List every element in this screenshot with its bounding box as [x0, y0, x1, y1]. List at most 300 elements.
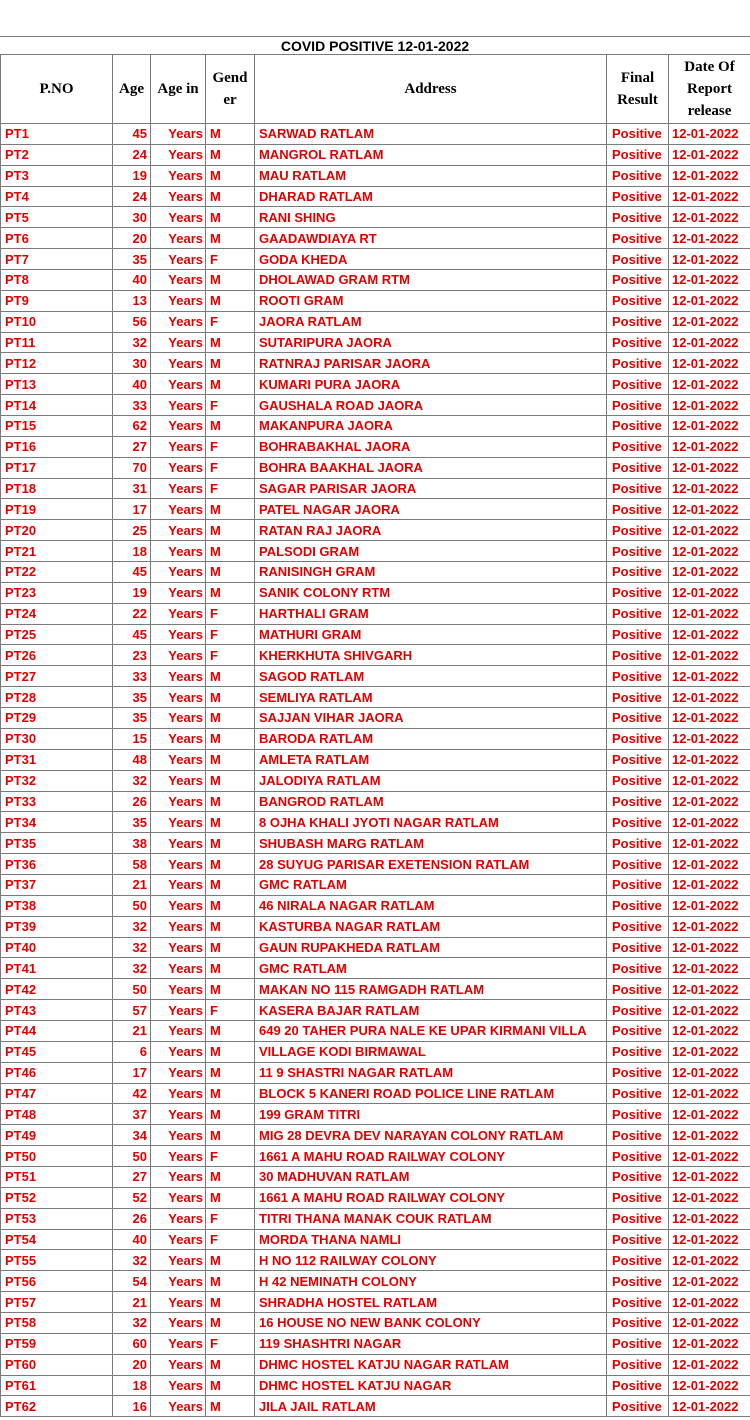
- final-result-cell: Positive: [607, 144, 669, 165]
- address-cell: 8 OJHA KHALI JYOTI NAGAR RATLAM: [255, 812, 607, 833]
- age-cell: 52: [113, 1187, 151, 1208]
- final-result-cell: Positive: [607, 1312, 669, 1333]
- table-row: [1, 1146, 750, 1167]
- age-unit-cell: Years: [151, 1354, 206, 1375]
- gender-cell: M: [206, 1375, 255, 1396]
- table-row: [1, 207, 750, 228]
- final-result-cell: Positive: [607, 249, 669, 270]
- address-cell: H NO 112 RAILWAY COLONY: [255, 1250, 607, 1271]
- age-cell: 70: [113, 457, 151, 478]
- report-date-cell: 12-01-2022: [669, 687, 750, 708]
- gender-cell: M: [206, 416, 255, 437]
- gender-cell: F: [206, 603, 255, 624]
- final-result-cell: Positive: [607, 353, 669, 374]
- table-row: [1, 1229, 750, 1250]
- pno-cell: PT2: [1, 144, 113, 165]
- age-cell: 48: [113, 749, 151, 770]
- age-unit-cell: Years: [151, 562, 206, 583]
- address-cell: H 42 NEMINATH COLONY: [255, 1271, 607, 1292]
- gender-cell: M: [206, 165, 255, 186]
- pno-cell: PT11: [1, 332, 113, 353]
- pno-cell: PT36: [1, 854, 113, 875]
- table-row: [1, 499, 750, 520]
- table-row: [1, 144, 750, 165]
- age-cell: 31: [113, 478, 151, 499]
- final-result-cell: Positive: [607, 1375, 669, 1396]
- pno-cell: PT20: [1, 520, 113, 541]
- pno-cell: PT8: [1, 270, 113, 291]
- age-unit-cell: Years: [151, 1166, 206, 1187]
- table-row: [1, 770, 750, 791]
- address-cell: DHMC HOSTEL KATJU NAGAR: [255, 1375, 607, 1396]
- pno-cell: PT44: [1, 1020, 113, 1041]
- gender-cell: M: [206, 874, 255, 895]
- pno-cell: PT34: [1, 812, 113, 833]
- age-unit-cell: Years: [151, 958, 206, 979]
- table-row: [1, 124, 750, 145]
- age-cell: 62: [113, 416, 151, 437]
- pno-cell: PT9: [1, 290, 113, 311]
- pno-cell: PT49: [1, 1125, 113, 1146]
- table-row: [1, 916, 750, 937]
- pno-cell: PT35: [1, 833, 113, 854]
- address-cell: TITRI THANA MANAK COUK RATLAM: [255, 1208, 607, 1229]
- age-unit-cell: Years: [151, 186, 206, 207]
- age-unit-cell: Years: [151, 624, 206, 645]
- gender-cell: M: [206, 791, 255, 812]
- gender-cell: M: [206, 374, 255, 395]
- final-result-cell: Positive: [607, 395, 669, 416]
- report-date-cell: 12-01-2022: [669, 1354, 750, 1375]
- age-unit-cell: Years: [151, 874, 206, 895]
- final-result-cell: Positive: [607, 1229, 669, 1250]
- age-unit-cell: Years: [151, 416, 206, 437]
- report-date-cell: 12-01-2022: [669, 1333, 750, 1354]
- table-row: [1, 1041, 750, 1062]
- age-cell: 20: [113, 1354, 151, 1375]
- address-cell: JILA JAIL RATLAM: [255, 1396, 607, 1417]
- pno-cell: PT23: [1, 582, 113, 603]
- table-row: [1, 582, 750, 603]
- age-cell: 16: [113, 1396, 151, 1417]
- age-unit-cell: Years: [151, 1271, 206, 1292]
- age-cell: 32: [113, 332, 151, 353]
- report-date-cell: 12-01-2022: [669, 1271, 750, 1292]
- address-cell: SANIK COLONY RTM: [255, 582, 607, 603]
- age-cell: 35: [113, 249, 151, 270]
- gender-cell: F: [206, 478, 255, 499]
- final-result-cell: Positive: [607, 1041, 669, 1062]
- table-row: [1, 457, 750, 478]
- age-cell: 34: [113, 1125, 151, 1146]
- pno-cell: PT32: [1, 770, 113, 791]
- gender-cell: M: [206, 666, 255, 687]
- age-cell: 27: [113, 1166, 151, 1187]
- age-unit-cell: Years: [151, 311, 206, 332]
- age-cell: 26: [113, 791, 151, 812]
- final-result-cell: Positive: [607, 1292, 669, 1313]
- age-cell: 27: [113, 436, 151, 457]
- report-date-cell: 12-01-2022: [669, 1062, 750, 1083]
- gender-cell: F: [206, 457, 255, 478]
- age-unit-cell: Years: [151, 582, 206, 603]
- report-date-cell: 12-01-2022: [669, 228, 750, 249]
- address-cell: 1661 A MAHU ROAD RAILWAY COLONY: [255, 1146, 607, 1167]
- gender-cell: M: [206, 499, 255, 520]
- pno-cell: PT31: [1, 749, 113, 770]
- report-date-cell: 12-01-2022: [669, 1396, 750, 1417]
- gender-cell: M: [206, 290, 255, 311]
- address-cell: 649 20 TAHER PURA NALE KE UPAR KIRMANI VILLA: [255, 1020, 607, 1041]
- pno-cell: PT45: [1, 1041, 113, 1062]
- age-unit-cell: Years: [151, 124, 206, 145]
- sheet-title: COVID POSITIVE 12-01-2022: [0, 36, 750, 55]
- report-date-cell: 12-01-2022: [669, 186, 750, 207]
- address-cell: RATNRAJ PARISAR JAORA: [255, 353, 607, 374]
- age-unit-cell: Years: [151, 374, 206, 395]
- pno-cell: PT33: [1, 791, 113, 812]
- pno-cell: PT19: [1, 499, 113, 520]
- address-cell: MATHURI GRAM: [255, 624, 607, 645]
- table-row: [1, 708, 750, 729]
- gender-cell: M: [206, 916, 255, 937]
- age-cell: 21: [113, 874, 151, 895]
- final-result-cell: Positive: [607, 520, 669, 541]
- final-result-cell: Positive: [607, 812, 669, 833]
- pno-cell: PT60: [1, 1354, 113, 1375]
- pno-cell: PT48: [1, 1104, 113, 1125]
- final-result-cell: Positive: [607, 666, 669, 687]
- report-date-cell: 12-01-2022: [669, 895, 750, 916]
- address-cell: GAUSHALA ROAD JAORA: [255, 395, 607, 416]
- report-date-cell: 12-01-2022: [669, 374, 750, 395]
- gender-cell: F: [206, 1208, 255, 1229]
- age-cell: 32: [113, 1250, 151, 1271]
- gender-cell: F: [206, 1000, 255, 1021]
- table-row: [1, 249, 750, 270]
- report-date-cell: 12-01-2022: [669, 270, 750, 291]
- final-result-cell: Positive: [607, 582, 669, 603]
- pno-cell: PT55: [1, 1250, 113, 1271]
- age-unit-cell: Years: [151, 833, 206, 854]
- table-row: [1, 833, 750, 854]
- gender-cell: M: [206, 228, 255, 249]
- age-cell: 45: [113, 124, 151, 145]
- final-result-cell: Positive: [607, 979, 669, 1000]
- final-result-cell: Positive: [607, 207, 669, 228]
- age-cell: 35: [113, 708, 151, 729]
- report-date-cell: 12-01-2022: [669, 833, 750, 854]
- address-cell: SHRADHA HOSTEL RATLAM: [255, 1292, 607, 1313]
- address-cell: MIG 28 DEVRA DEV NARAYAN COLONY RATLAM: [255, 1125, 607, 1146]
- report-date-cell: 12-01-2022: [669, 1208, 750, 1229]
- age-unit-cell: Years: [151, 332, 206, 353]
- final-result-cell: Positive: [607, 124, 669, 145]
- pno-cell: PT21: [1, 541, 113, 562]
- gender-cell: M: [206, 1083, 255, 1104]
- table-row: [1, 728, 750, 749]
- pno-cell: PT50: [1, 1146, 113, 1167]
- age-cell: 18: [113, 541, 151, 562]
- age-unit-cell: Years: [151, 1020, 206, 1041]
- final-result-cell: Positive: [607, 1166, 669, 1187]
- report-date-cell: 12-01-2022: [669, 603, 750, 624]
- final-result-cell: Positive: [607, 937, 669, 958]
- report-date-cell: 12-01-2022: [669, 332, 750, 353]
- final-result-cell: Positive: [607, 1104, 669, 1125]
- table-row: [1, 937, 750, 958]
- final-result-cell: Positive: [607, 1146, 669, 1167]
- age-unit-cell: Years: [151, 937, 206, 958]
- report-date-cell: 12-01-2022: [669, 1312, 750, 1333]
- gender-cell: M: [206, 770, 255, 791]
- gender-cell: M: [206, 728, 255, 749]
- table-row: [1, 520, 750, 541]
- pno-cell: PT27: [1, 666, 113, 687]
- age-unit-cell: Years: [151, 1229, 206, 1250]
- age-cell: 6: [113, 1041, 151, 1062]
- table-row: [1, 624, 750, 645]
- pno-cell: PT22: [1, 562, 113, 583]
- address-cell: SAGAR PARISAR JAORA: [255, 478, 607, 499]
- report-date-cell: 12-01-2022: [669, 353, 750, 374]
- age-cell: 60: [113, 1333, 151, 1354]
- age-unit-cell: Years: [151, 1187, 206, 1208]
- table-row: [1, 1292, 750, 1313]
- address-cell: SAJJAN VIHAR JAORA: [255, 708, 607, 729]
- age-unit-cell: Years: [151, 1041, 206, 1062]
- final-result-cell: Positive: [607, 645, 669, 666]
- final-result-cell: Positive: [607, 895, 669, 916]
- final-result-cell: Positive: [607, 270, 669, 291]
- table-row: [1, 186, 750, 207]
- table-body: [1, 124, 750, 1417]
- header-pno: P.NO: [1, 55, 113, 124]
- address-cell: MAU RATLAM: [255, 165, 607, 186]
- pno-cell: PT12: [1, 353, 113, 374]
- table-row: [1, 311, 750, 332]
- address-cell: RATAN RAJ JAORA: [255, 520, 607, 541]
- address-cell: BOHRA BAAKHAL JAORA: [255, 457, 607, 478]
- address-cell: 11 9 SHASTRI NAGAR RATLAM: [255, 1062, 607, 1083]
- age-unit-cell: Years: [151, 749, 206, 770]
- final-result-cell: Positive: [607, 1020, 669, 1041]
- gender-cell: M: [206, 520, 255, 541]
- table-row: [1, 436, 750, 457]
- pno-cell: PT3: [1, 165, 113, 186]
- gender-cell: F: [206, 311, 255, 332]
- age-cell: 58: [113, 854, 151, 875]
- gender-cell: M: [206, 144, 255, 165]
- table-row: [1, 874, 750, 895]
- address-cell: GMC RATLAM: [255, 958, 607, 979]
- gender-cell: M: [206, 353, 255, 374]
- pno-cell: PT13: [1, 374, 113, 395]
- address-cell: KHERKHUTA SHIVGARH: [255, 645, 607, 666]
- age-unit-cell: Years: [151, 1396, 206, 1417]
- age-unit-cell: Years: [151, 1083, 206, 1104]
- report-date-cell: 12-01-2022: [669, 520, 750, 541]
- table-row: [1, 416, 750, 437]
- report-date-cell: 12-01-2022: [669, 728, 750, 749]
- age-cell: 45: [113, 624, 151, 645]
- address-cell: VILLAGE KODI BIRMAWAL: [255, 1041, 607, 1062]
- age-cell: 18: [113, 1375, 151, 1396]
- covid-positive-table: [0, 54, 750, 1417]
- age-cell: 19: [113, 165, 151, 186]
- address-cell: MAKAN NO 115 RAMGADH RATLAM: [255, 979, 607, 1000]
- gender-cell: M: [206, 749, 255, 770]
- table-row: [1, 353, 750, 374]
- report-date-cell: 12-01-2022: [669, 457, 750, 478]
- address-cell: SHUBASH MARG RATLAM: [255, 833, 607, 854]
- gender-cell: M: [206, 1292, 255, 1313]
- age-unit-cell: Years: [151, 1312, 206, 1333]
- age-cell: 15: [113, 728, 151, 749]
- age-cell: 37: [113, 1104, 151, 1125]
- age-cell: 17: [113, 499, 151, 520]
- gender-cell: M: [206, 937, 255, 958]
- pno-cell: PT4: [1, 186, 113, 207]
- report-date-cell: 12-01-2022: [669, 1104, 750, 1125]
- report-date-cell: 12-01-2022: [669, 436, 750, 457]
- report-date-cell: 12-01-2022: [669, 582, 750, 603]
- age-cell: 40: [113, 1229, 151, 1250]
- age-unit-cell: Years: [151, 1292, 206, 1313]
- final-result-cell: Positive: [607, 311, 669, 332]
- pno-cell: PT14: [1, 395, 113, 416]
- address-cell: GODA KHEDA: [255, 249, 607, 270]
- gender-cell: M: [206, 124, 255, 145]
- pno-cell: PT42: [1, 979, 113, 1000]
- report-date-cell: 12-01-2022: [669, 499, 750, 520]
- final-result-cell: Positive: [607, 728, 669, 749]
- age-unit-cell: Years: [151, 916, 206, 937]
- pno-cell: PT15: [1, 416, 113, 437]
- report-date-cell: 12-01-2022: [669, 937, 750, 958]
- age-unit-cell: Years: [151, 478, 206, 499]
- age-cell: 40: [113, 374, 151, 395]
- age-cell: 13: [113, 290, 151, 311]
- age-cell: 32: [113, 958, 151, 979]
- report-date-cell: 12-01-2022: [669, 645, 750, 666]
- table-row: [1, 270, 750, 291]
- pno-cell: PT46: [1, 1062, 113, 1083]
- address-cell: MORDA THANA NAMLI: [255, 1229, 607, 1250]
- report-date-cell: 12-01-2022: [669, 1041, 750, 1062]
- final-result-cell: Positive: [607, 1208, 669, 1229]
- final-result-cell: Positive: [607, 457, 669, 478]
- table-row: [1, 1354, 750, 1375]
- table-row: [1, 645, 750, 666]
- age-cell: 54: [113, 1271, 151, 1292]
- age-cell: 50: [113, 979, 151, 1000]
- final-result-cell: Positive: [607, 1354, 669, 1375]
- report-date-cell: 12-01-2022: [669, 249, 750, 270]
- age-cell: 32: [113, 916, 151, 937]
- age-unit-cell: Years: [151, 854, 206, 875]
- age-unit-cell: Years: [151, 270, 206, 291]
- gender-cell: M: [206, 833, 255, 854]
- table-row: [1, 1208, 750, 1229]
- age-cell: 56: [113, 311, 151, 332]
- address-cell: KASTURBA NAGAR RATLAM: [255, 916, 607, 937]
- address-cell: PALSODI GRAM: [255, 541, 607, 562]
- address-cell: GAUN RUPAKHEDA RATLAM: [255, 937, 607, 958]
- final-result-cell: Positive: [607, 1250, 669, 1271]
- final-result-cell: Positive: [607, 186, 669, 207]
- report-date-cell: 12-01-2022: [669, 749, 750, 770]
- address-cell: 119 SHASHTRI NAGAR: [255, 1333, 607, 1354]
- age-unit-cell: Years: [151, 395, 206, 416]
- table-row: [1, 812, 750, 833]
- address-cell: SUTARIPURA JAORA: [255, 332, 607, 353]
- gender-cell: F: [206, 1333, 255, 1354]
- address-cell: MAKANPURA JAORA: [255, 416, 607, 437]
- address-cell: 28 SUYUG PARISAR EXETENSION RATLAM: [255, 854, 607, 875]
- age-cell: 50: [113, 1146, 151, 1167]
- final-result-cell: Positive: [607, 1083, 669, 1104]
- report-date-cell: 12-01-2022: [669, 916, 750, 937]
- pno-cell: PT62: [1, 1396, 113, 1417]
- report-date-cell: 12-01-2022: [669, 1000, 750, 1021]
- final-result-cell: Positive: [607, 708, 669, 729]
- final-result-cell: Positive: [607, 1000, 669, 1021]
- age-unit-cell: Years: [151, 207, 206, 228]
- table-row: [1, 478, 750, 499]
- age-unit-cell: Years: [151, 541, 206, 562]
- table-row: [1, 666, 750, 687]
- final-result-cell: Positive: [607, 791, 669, 812]
- age-cell: 42: [113, 1083, 151, 1104]
- pno-cell: PT29: [1, 708, 113, 729]
- address-cell: BANGROD RATLAM: [255, 791, 607, 812]
- pno-cell: PT39: [1, 916, 113, 937]
- age-unit-cell: Years: [151, 791, 206, 812]
- age-cell: 33: [113, 395, 151, 416]
- header-final-result: Final Result: [607, 55, 669, 124]
- report-date-cell: 12-01-2022: [669, 1166, 750, 1187]
- report-date-cell: 12-01-2022: [669, 144, 750, 165]
- final-result-cell: Positive: [607, 833, 669, 854]
- final-result-cell: Positive: [607, 1271, 669, 1292]
- gender-cell: F: [206, 624, 255, 645]
- table-row: [1, 1020, 750, 1041]
- address-cell: RANISINGH GRAM: [255, 562, 607, 583]
- final-result-cell: Positive: [607, 603, 669, 624]
- table-row: [1, 332, 750, 353]
- age-cell: 32: [113, 770, 151, 791]
- final-result-cell: Positive: [607, 478, 669, 499]
- gender-cell: M: [206, 1312, 255, 1333]
- report-date-cell: 12-01-2022: [669, 1292, 750, 1313]
- pno-cell: PT17: [1, 457, 113, 478]
- age-cell: 17: [113, 1062, 151, 1083]
- gender-cell: F: [206, 645, 255, 666]
- table-row: [1, 1104, 750, 1125]
- age-unit-cell: Years: [151, 499, 206, 520]
- report-date-cell: 12-01-2022: [669, 478, 750, 499]
- header-age: Age: [113, 55, 151, 124]
- report-date-cell: 12-01-2022: [669, 207, 750, 228]
- pno-cell: PT61: [1, 1375, 113, 1396]
- report-date-cell: 12-01-2022: [669, 624, 750, 645]
- report-date-cell: 12-01-2022: [669, 979, 750, 1000]
- pno-cell: PT51: [1, 1166, 113, 1187]
- pno-cell: PT57: [1, 1292, 113, 1313]
- age-unit-cell: Years: [151, 249, 206, 270]
- address-cell: DHOLAWAD GRAM RTM: [255, 270, 607, 291]
